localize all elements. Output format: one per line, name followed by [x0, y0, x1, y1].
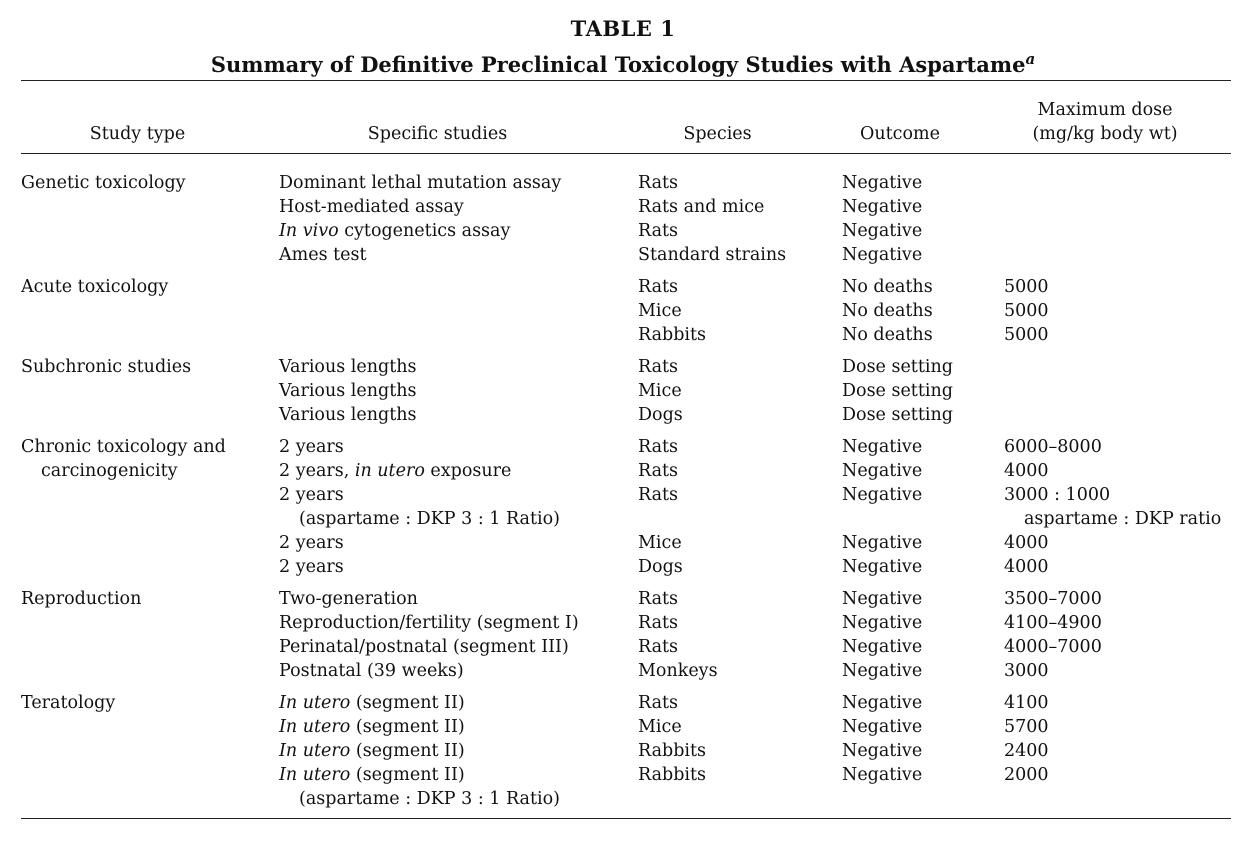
- table-label: TABLE 1: [570, 16, 676, 41]
- species-cell: Dogs: [638, 557, 683, 577]
- dose-cell: 3000 : 1000: [1004, 485, 1111, 505]
- study-type-cell: Acute toxicology: [21, 277, 169, 297]
- dose-cell-continued: aspartame : DKP ratio: [1024, 509, 1222, 529]
- dose-cell: 4000: [1004, 557, 1049, 577]
- top-rule: [21, 80, 1231, 81]
- table-row: [0, 275, 1246, 299]
- outcome-cell: Negative: [842, 637, 923, 657]
- dose-cell: 3000: [1004, 661, 1049, 681]
- table-row: [0, 611, 1246, 635]
- dose-cell: 5000: [1004, 325, 1049, 345]
- header-max-dose-line2: (mg/kg body wt): [1032, 124, 1178, 144]
- table-row: [0, 531, 1246, 555]
- table-row: [0, 587, 1246, 611]
- study-cell: 2 years: [279, 485, 344, 505]
- table-row: [0, 715, 1246, 739]
- study-cell: Host-mediated assay: [279, 197, 464, 217]
- dose-cell: 4000: [1004, 461, 1049, 481]
- table-row: [0, 243, 1246, 267]
- outcome-cell: Negative: [842, 613, 923, 633]
- header-rule: [21, 153, 1231, 154]
- study-text-after: exposure: [424, 461, 512, 481]
- dose-cell: 6000–8000: [1004, 437, 1102, 457]
- outcome-cell: Negative: [842, 461, 923, 481]
- study-type-cell: Teratology: [21, 693, 116, 713]
- outcome-cell: Negative: [842, 661, 923, 681]
- study-cell-continued: (aspartame : DKP 3 : 1 Ratio): [299, 789, 560, 809]
- outcome-cell: No deaths: [842, 277, 933, 297]
- header-specific-studies: Specific studies: [367, 124, 508, 144]
- study-cell: Various lengths: [279, 405, 417, 425]
- outcome-cell: Negative: [842, 485, 923, 505]
- study-italic-text: In utero: [279, 693, 351, 713]
- group-chronic-toxicology: [0, 435, 1246, 579]
- study-type-cell: Reproduction: [21, 589, 142, 609]
- study-text: (segment II): [350, 717, 465, 737]
- study-cell: Perinatal/postnatal (segment III): [279, 637, 569, 657]
- species-cell: Rats: [638, 637, 679, 657]
- study-text: (segment II): [350, 741, 465, 761]
- dose-cell: 4100: [1004, 693, 1049, 713]
- dose-cell: 2000: [1004, 765, 1049, 785]
- outcome-cell: Negative: [842, 589, 923, 609]
- outcome-cell: Dose setting: [842, 357, 953, 377]
- species-cell: Rabbits: [638, 325, 707, 345]
- study-italic-text: In vivo: [279, 221, 339, 241]
- study-cell: 2 years: [279, 437, 344, 457]
- group-subchronic-studies: [0, 355, 1246, 427]
- species-cell: Rats and mice: [638, 197, 765, 217]
- study-italic-text: In utero: [279, 741, 351, 761]
- header-study-type: Study type: [89, 124, 186, 144]
- table-row: [0, 355, 1246, 379]
- study-type-cell: Genetic toxicology: [21, 173, 186, 193]
- species-cell: Rats: [638, 461, 679, 481]
- dose-cell: 5000: [1004, 277, 1049, 297]
- study-type-cell: Subchronic studies: [21, 357, 192, 377]
- outcome-cell: Dose setting: [842, 381, 953, 401]
- dose-cell: 2400: [1004, 741, 1049, 761]
- study-type-cell: Chronic toxicology and: [21, 437, 226, 457]
- caption-text: Summary of Definitive Preclinical Toxicology Studies with Aspartame: [210, 52, 1026, 77]
- outcome-cell: Negative: [842, 197, 923, 217]
- table-row: [0, 379, 1246, 403]
- species-cell: Dogs: [638, 405, 683, 425]
- outcome-cell: Negative: [842, 693, 923, 713]
- study-cell: Reproduction/fertility (segment I): [279, 613, 579, 633]
- species-cell: Rats: [638, 589, 679, 609]
- study-italic-text: in utero: [354, 461, 425, 481]
- group-genetic-toxicology: [0, 171, 1246, 267]
- study-cell: Dominant lethal mutation assay: [279, 173, 562, 193]
- species-cell: Rats: [638, 173, 679, 193]
- species-cell: Mice: [638, 717, 682, 737]
- study-italic-text: In utero: [279, 717, 351, 737]
- bottom-rule: [21, 818, 1231, 819]
- study-cell: Two-generation: [279, 589, 418, 609]
- header-species: Species: [683, 124, 752, 144]
- outcome-cell: Negative: [842, 437, 923, 457]
- study-cell: 2 years: [279, 557, 344, 577]
- species-cell: Mice: [638, 533, 682, 553]
- species-cell: Rats: [638, 277, 679, 297]
- table-row: [0, 299, 1246, 323]
- table-row: [0, 739, 1246, 763]
- species-cell: Mice: [638, 301, 682, 321]
- study-text: 2 years,: [279, 461, 355, 481]
- study-cell: [279, 763, 465, 787]
- study-type-cell-continued: carcinogenicity: [41, 461, 178, 481]
- table-row: [0, 195, 1246, 219]
- header-max-dose: [1000, 98, 1210, 146]
- outcome-cell: No deaths: [842, 325, 933, 345]
- study-italic-text: In utero: [279, 765, 351, 785]
- study-cell: [279, 219, 510, 243]
- species-cell: Rats: [638, 437, 679, 457]
- outcome-cell: Negative: [842, 173, 923, 193]
- outcome-cell: No deaths: [842, 301, 933, 321]
- species-cell: Rats: [638, 613, 679, 633]
- table-row: [0, 459, 1246, 483]
- group-reproduction: [0, 587, 1246, 683]
- study-cell: Postnatal (39 weeks): [279, 661, 464, 681]
- group-acute-toxicology: [0, 275, 1246, 347]
- species-cell: Rats: [638, 693, 679, 713]
- outcome-cell: Negative: [842, 765, 923, 785]
- table-row: [0, 219, 1246, 243]
- table-row: [0, 787, 1246, 811]
- study-text: (segment II): [350, 693, 465, 713]
- table-caption: [0, 45, 1246, 79]
- group-teratology: [0, 691, 1246, 811]
- dose-cell: 5000: [1004, 301, 1049, 321]
- table-row: [0, 403, 1246, 427]
- study-cell: Various lengths: [279, 357, 417, 377]
- dose-cell: 4000: [1004, 533, 1049, 553]
- dose-cell: 5700: [1004, 717, 1049, 737]
- study-text: cytogenetics assay: [338, 221, 511, 241]
- study-cell: 2 years: [279, 533, 344, 553]
- header-max-dose-line1: Maximum dose: [1037, 100, 1173, 120]
- species-cell: Rabbits: [638, 741, 707, 761]
- study-text: (segment II): [350, 765, 465, 785]
- outcome-cell: Negative: [842, 221, 923, 241]
- study-cell: [279, 691, 465, 715]
- table-row: [0, 323, 1246, 347]
- study-cell: [279, 459, 511, 483]
- table-body: [0, 171, 1246, 811]
- species-cell: Monkeys: [638, 661, 718, 681]
- table-row: [0, 555, 1246, 579]
- study-cell: Ames test: [279, 245, 367, 265]
- study-cell: Various lengths: [279, 381, 417, 401]
- species-cell: Rats: [638, 221, 679, 241]
- outcome-cell: Negative: [842, 533, 923, 553]
- study-cell: [279, 715, 465, 739]
- table-row: [0, 691, 1246, 715]
- dose-cell: 3500–7000: [1004, 589, 1102, 609]
- header-outcome: Outcome: [860, 124, 940, 144]
- study-cell: [279, 739, 465, 763]
- outcome-cell: Negative: [842, 717, 923, 737]
- species-cell: Mice: [638, 381, 682, 401]
- caption-footnote-mark: a: [1025, 50, 1036, 68]
- dose-cell: 4100–4900: [1004, 613, 1102, 633]
- species-cell: Standard strains: [638, 245, 787, 265]
- table-row: [0, 435, 1246, 459]
- table-row: [0, 507, 1246, 531]
- table-row: [0, 659, 1246, 683]
- table-row: [0, 171, 1246, 195]
- outcome-cell: Negative: [842, 245, 923, 265]
- species-cell: Rabbits: [638, 765, 707, 785]
- study-cell-continued: (aspartame : DKP 3 : 1 Ratio): [299, 509, 560, 529]
- table-row: [0, 483, 1246, 507]
- table-row: [0, 763, 1246, 787]
- outcome-cell: Negative: [842, 741, 923, 761]
- table-row: [0, 635, 1246, 659]
- species-cell: Rats: [638, 485, 679, 505]
- dose-cell: 4000–7000: [1004, 637, 1102, 657]
- outcome-cell: Dose setting: [842, 405, 953, 425]
- outcome-cell: Negative: [842, 557, 923, 577]
- species-cell: Rats: [638, 357, 679, 377]
